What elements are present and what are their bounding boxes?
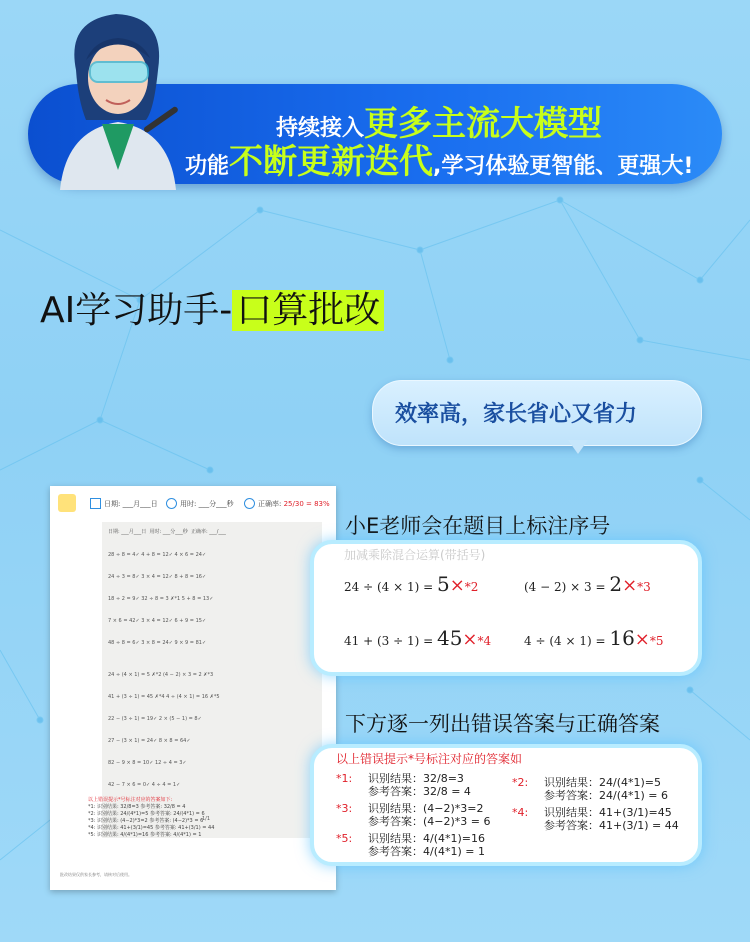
worksheet-row: 24 ÷ (4 × 1) = 5 ✗*2 (4 − 2) × 3 = 2 ✗*3 [108, 672, 214, 678]
worksheet-preview [50, 486, 336, 890]
wrong-mark-icon: × [449, 575, 465, 596]
card1-item [344, 626, 491, 650]
wrong-mark-icon: × [634, 629, 650, 650]
worksheet-footer: 批改结果仅供家长参考，请核对后使用。 [60, 872, 132, 877]
page-number: 1/1 [202, 816, 211, 822]
worksheet-row: 24 ÷ 3 = 8✓ 3 × 4 = 12✓ 8 + 8 = 16✓ [108, 574, 207, 580]
heading-list-answers: 下方逐一列出错误答案与正确答案 [345, 712, 660, 736]
rate-field [258, 499, 330, 509]
error-line: *3: 识别结果: (4−2)*3=2 参考答案: (4−2)*3 = 6 [88, 818, 204, 824]
worksheet-row: 18 ÷ 2 = 9✓ 32 ÷ 8 = 3 ✗*1 5 + 8 = 13✓ [108, 596, 214, 602]
worksheet-errors [88, 796, 214, 838]
card1-item [344, 572, 478, 596]
rate-label: 正确率: [258, 500, 282, 508]
recognized-result: 识别结果：32/8=3 [368, 772, 464, 785]
clock-icon [166, 498, 177, 509]
rate-value: 25/30 = 83% [283, 500, 330, 508]
zoom-card-answers [310, 744, 702, 866]
error-line: *5: 识别结果: 4/(4*1)=16 参考答案: 4/(4*1) = 1 [88, 832, 202, 838]
answer-key: *5: [336, 832, 353, 845]
section-title [40, 282, 384, 333]
error-line: *2: 识别结果: 24/(4*1)=5 参考答案: 24/(4*1) = 6 [88, 811, 205, 817]
worksheet-row: 48 ÷ 8 = 6✓ 3 × 8 = 24✓ 9 × 9 = 81✓ [108, 640, 207, 646]
banner-line2-suffix: ,学习体验更智能、更强大! [433, 154, 694, 179]
date-field [104, 499, 158, 509]
title-highlight: 口算批改 [232, 290, 384, 331]
reference-answer: 参考答案：24/(4*1) = 6 [544, 789, 668, 802]
written-answer: 45 [436, 626, 463, 650]
reference-answer: 参考答案：4/(4*1) = 1 [368, 845, 485, 858]
written-answer: 16 [609, 626, 635, 650]
worksheet-row: 41 + (3 ÷ 1) = 45 ✗*4 4 ÷ (4 × 1) = 16 ✗*5 [108, 694, 220, 700]
answer-key: *3: [336, 802, 353, 815]
worksheet-row: 28 ÷ 8 = 4✓ 4 + 8 = 12✓ 4 × 6 = 24✓ [108, 552, 207, 558]
wrong-mark-icon: × [622, 575, 638, 596]
expr-text: 41 + (3 ÷ 1) = [344, 634, 434, 648]
answer-key: *2: [512, 776, 529, 789]
title-prefix: AI学习助手- [40, 290, 233, 331]
error-index: *4 [477, 634, 492, 648]
card1-item [524, 626, 664, 650]
banner-line2-prefix: 功能 [185, 154, 230, 179]
expr-text: 24 ÷ (4 × 1) = [344, 580, 434, 594]
card1-item [524, 572, 651, 596]
worksheet-photo [102, 522, 322, 838]
heading-annotate: 小E老师会在题目上标注序号 [345, 514, 611, 538]
inner-date: 日期: ___月___日 [108, 529, 147, 535]
time-value: ___分___秒 [198, 500, 234, 508]
answer-key: *4: [512, 806, 529, 819]
notebook-icon [58, 494, 76, 512]
recognized-result: 识别结果：4/(4*1)=16 [368, 832, 485, 845]
check-circle-icon [244, 498, 255, 509]
reference-answer: 参考答案：41+(3/1) = 44 [544, 819, 679, 832]
answer-key: *1: [336, 772, 353, 785]
recognized-result: 识别结果：41+(3/1)=45 [544, 806, 672, 819]
date-label: 日期: [104, 500, 121, 508]
wrong-mark-icon: × [462, 629, 478, 650]
banner-line2 [185, 134, 693, 183]
recognized-result: 识别结果：24/(4*1)=5 [544, 776, 661, 789]
inner-header [108, 528, 226, 535]
expr-text: (4 − 2) × 3 = [524, 580, 606, 594]
calendar-icon [90, 498, 101, 509]
error-line: *4: 识别结果: 41+(3/1)=45 参考答案: 41+(3/1) = 44 [88, 825, 215, 831]
error-index: *5 [649, 634, 664, 648]
worksheet-row: 7 × 6 = 42✓ 3 × 4 = 12✓ 6 + 9 = 15✓ [108, 618, 207, 624]
time-label: 用时: [180, 500, 197, 508]
worksheet-row: 27 − (3 × 1) = 24✓ 8 × 8 = 64✓ [108, 738, 191, 744]
banner-line1-prefix: 持续接入 [276, 116, 365, 141]
card2-head: 以上错误提示*号标注对应的答案如 [336, 752, 523, 766]
banner-line2-highlight: 不断更新迭代 [229, 142, 434, 182]
zoom-card-marks [310, 540, 702, 676]
teacher-avatar-illustration [46, 0, 186, 190]
time-field [180, 499, 234, 509]
reference-answer: 参考答案：(4−2)*3 = 6 [368, 815, 491, 828]
bubble-tail [568, 440, 588, 454]
worksheet-row: 22 − (3 ÷ 1) = 19✓ 2 × (5 − 1) = 8✓ [108, 716, 202, 722]
worksheet-header [50, 492, 336, 522]
error-line: *1: 识别结果: 32/8=3 参考答案: 32/8 = 4 [88, 804, 186, 810]
expr-text: 4 ÷ (4 × 1) = [524, 634, 606, 648]
card1-faint-title: 加减乘除混合运算(带括号) [344, 548, 486, 562]
bubble-text: 效率高，家长省心又省力 [395, 402, 638, 427]
efficiency-bubble [372, 380, 702, 446]
error-index: *3 [637, 580, 651, 594]
error-index: *2 [464, 580, 479, 594]
reference-answer: 参考答案：32/8 = 4 [368, 785, 471, 798]
errors-title: 以上错误提示*号标注对应的答案如下: [88, 797, 173, 803]
written-answer: 5 [436, 572, 450, 596]
inner-time: 用时: ___分___秒 [149, 529, 188, 535]
banner-line1-highlight: 更多主流大模型 [364, 104, 603, 144]
worksheet-row: 42 − 7 × 6 = 0✓ 4 ÷ 4 = 1✓ [108, 782, 181, 788]
worksheet-row: 82 − 9 × 8 = 10✓ 12 ÷ 4 = 3✓ [108, 760, 187, 766]
written-answer: 2 [609, 572, 623, 596]
recognized-result: 识别结果：(4−2)*3=2 [368, 802, 484, 815]
inner-rate: 正确率: ___/___ [190, 529, 226, 535]
date-value: ___月___日 [122, 500, 158, 508]
